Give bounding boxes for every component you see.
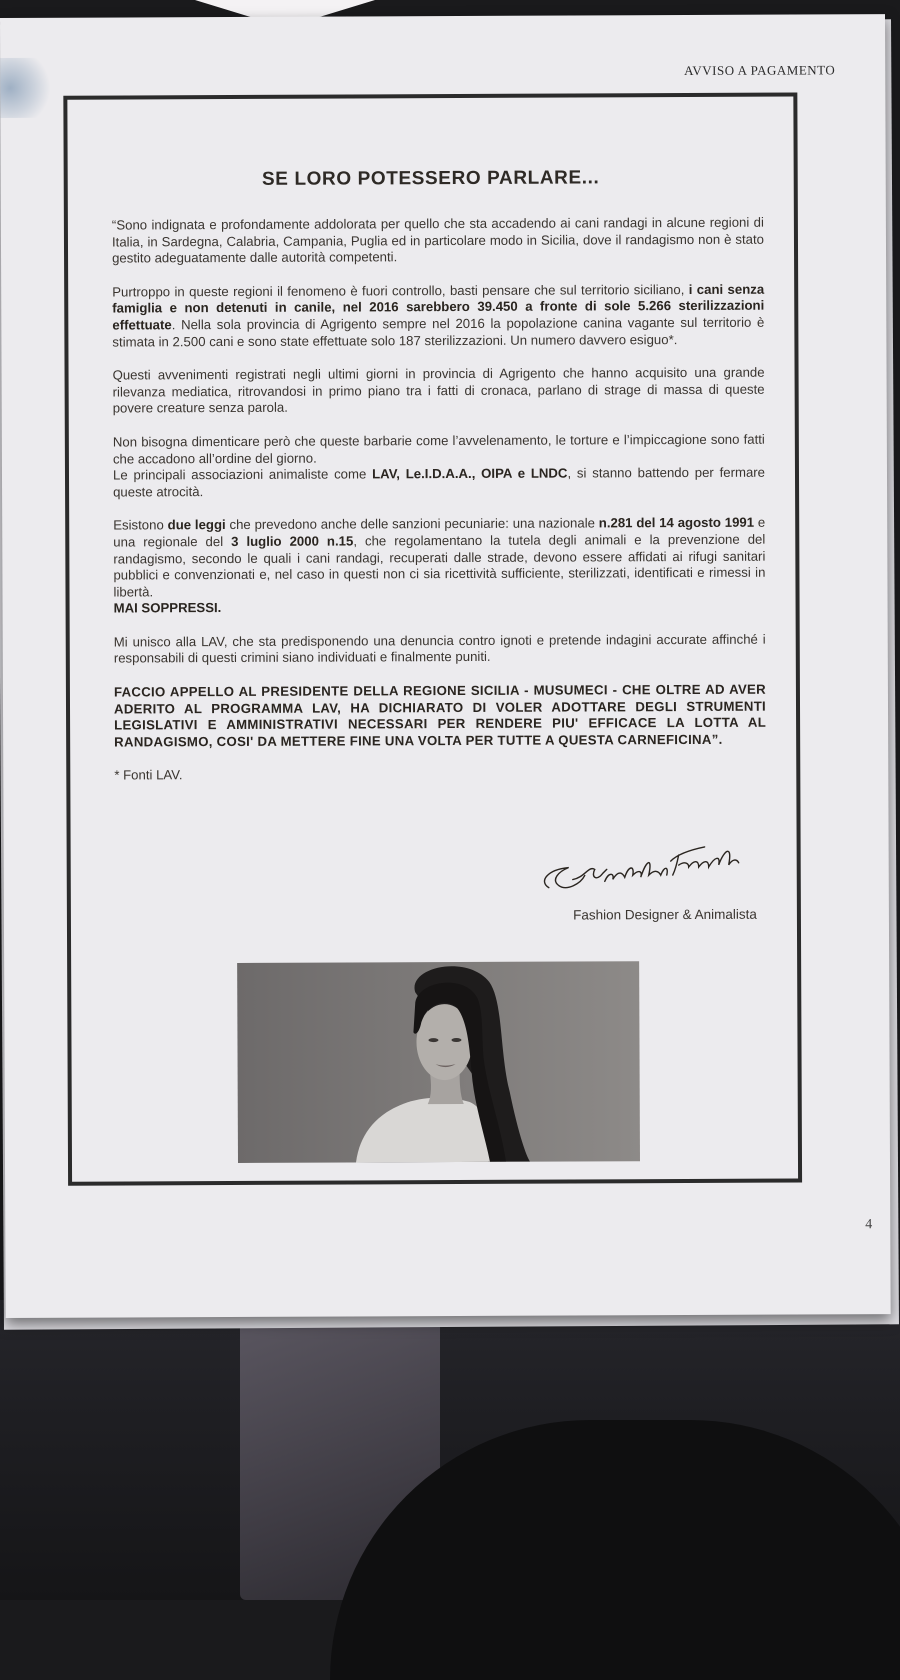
portrait-illustration xyxy=(237,961,640,1163)
paragraph-5-text-a: Esistono xyxy=(113,517,168,533)
section-label: AVVISO A PAGAMENTO xyxy=(684,62,836,79)
ad-headline: SE LORO POTESSERO PARLARE... xyxy=(261,167,600,190)
paragraph-5-text-c: che prevedono anche delle sanzioni pecuniarie: una nazionale xyxy=(225,515,599,533)
appeal-paragraph: FACCIO APPELLO AL PRESIDENTE DELLA REGIONE SICILIA - MUSUMECI - CHE OLTRE AD AVER ADERITO AL PROGRAMMA LAV, HA DICHIARATO DI VOLER ADOTTARE DEGLI STRUMENTI LEGISLATIVI E AMMINISTRATIVI NECESSARI PER RENDERE PIU' EFFICACE LA LOTTA AL RANDAGISMO, COSI' DA METTERE FINE UNA VOLTA PER TUTTE A QUESTA CARNEFICINA”. xyxy=(113,681,767,750)
paragraph-4-text-d: , si stanno battendo per fermare queste atrocità. xyxy=(113,464,766,500)
paragraph-5-national-law: n.281 del 14 agosto 1991 xyxy=(598,515,755,531)
signer-role: Fashion Designer & Animalista xyxy=(573,906,757,923)
signature xyxy=(529,835,749,906)
paragraph-5-text-g: , che regolamentano la tutela degli animali e la prevenzione del randagismo, secondo le quali i cani randagi, recuperati dalle strade, devono essere affidati ai rifugi sanitari pubblici e convenzionati e, nel caso in questi non ci sia ricettività sufficiente, sterilizzati, identificati e rimessi in libertà. xyxy=(113,531,766,600)
paragraph-5-regional-law: 3 luglio 2000 n.15 xyxy=(231,533,354,549)
ad-body xyxy=(112,215,766,785)
paragraph-6: Mi unisco alla LAV, che sta predisponendo una denuncia contro ignoti e pretende indagini accurate affinché i responsabili di questi crimini siano individuati e finalmente puniti. xyxy=(113,631,766,666)
paragraph-4-text-a: Non bisogna dimenticare però che queste barbarie come l’avvelenamento, le torture e l’impiccagione sono fatti che accadono all’ordine del giorno. xyxy=(112,431,765,467)
page-number: 4 xyxy=(865,1217,873,1233)
paragraph-2-bold: i cani senza famiglia e non detenuti in canile, nel 2016 sarebbero 39.450 a fronte di sole 5.266 sterilizzazioni effettuate xyxy=(112,281,765,333)
paragraph-4-associations: LAV, Le.I.D.A.A., OIPA e LNDC xyxy=(372,465,568,482)
ink-stain xyxy=(0,58,50,118)
paragraph-2 xyxy=(112,281,764,350)
paragraph-5-bold-laws: due leggi xyxy=(167,517,226,533)
paragraph-2-text-a: Purtroppo in queste regioni il fenomeno è fuori controllo, basti pensare che sul territorio siciliano, xyxy=(112,281,689,300)
sources-note: * Fonti LAV. xyxy=(114,767,183,783)
advertisement-frame xyxy=(63,93,802,1186)
paragraph-1: “Sono indignata e profondamente addolorata per quello che sta accadendo ai cani randagi in alcune regioni di Italia, in Sardegna, Calabria, Campania, Puglia ed in particolare modo in Sicilia, dove il randagismo non è stato gestito adeguatamente dalle autorità competenti. xyxy=(111,214,765,266)
paragraph-4 xyxy=(113,432,765,501)
paragraph-2-text-c: . Nella sola provincia di Agrigento sempre nel 2016 la popolazione canina vagante sul territorio è stimata in 2.500 cani e sono state effettuate solo 187 sterilizzazioni. Un numero davvero esiguo*. xyxy=(112,314,765,350)
paragraph-3: Questi avvenimenti registrati negli ultimi giorni in provincia di Agrigento che hanno acquisito una grande rilevanza mediatica, ritrovandosi in primo piano tra i fatti di cronaca, parlano di strage di massa di queste povere creature senza parola. xyxy=(112,364,765,416)
paragraph-4-text-b: Le principali associazioni animaliste come xyxy=(112,466,373,483)
paragraph-5-text-e: e una regionale del xyxy=(113,514,766,550)
paragraph-5-mai-soppressi: MAI SOPPRESSI. xyxy=(113,600,222,616)
paragraph-5 xyxy=(113,515,765,617)
newspaper-page xyxy=(0,14,891,1318)
portrait-photo xyxy=(237,961,640,1163)
